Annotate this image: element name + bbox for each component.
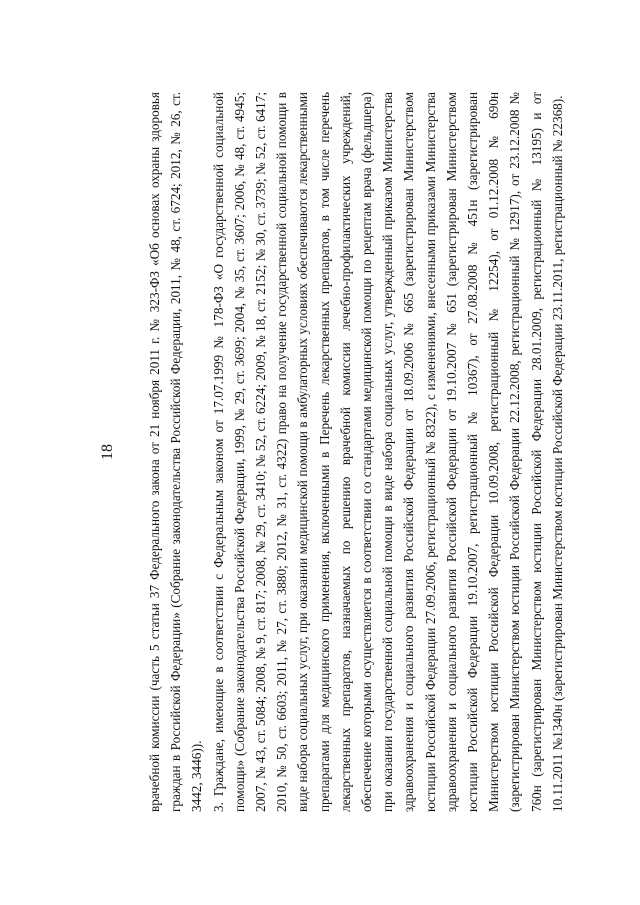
page-number: 18 (99, 444, 116, 460)
body-text (144, 92, 568, 812)
paragraph-continuation: врачебной комиссии (часть 5 статьи 37 Федерального закона от 21 ноября 2011 г. № 323-ФЗ «Об основах охраны здоровья граждан в Российской Федерации» (Собрание законодательства Российской Федерации, 2011, № 48, ст. 6724; 2012, № 26, ст. 3442, 3446)). (147, 92, 205, 812)
paragraph-item-3: 3. Граждане, имеющие в соответствии с Федеральным законом от 17.07.1999 № 178-ФЗ «О государственной социальной помощи» (Собрание законодательства Российской Федерации, 1999, № 29, ст. 3699; 2004, № 35, ст. 3607; 2006, № 48, ст. 4945; 2007, № 43, ст. 5084; 2008, № 9, ст. 817; 2008, № 29, ст. 3410; № 52, ст. 6224; 2009, № 18, ст. 2152; № 30, ст. 3739; № 52, ст. 6417; 2010, № 50, ст. 6603; 2011, № 27, ст. 3880; 2012, № 31, ст. 4322) право на получение государственной социальной помощи в виде набора социальных услуг, при оказании медицинской помощи в амбулаторных условиях обеспечиваются лекарственными препаратами для медицинского применения, включенными в Перечень лекарственных препаратов, в том числе перечень лекарственных препаратов, назначаемых по решению врачебной комиссии лечебно-профилактических учреждений, обеспечение которыми осуществляется в соответствии со стандартами медицинской помощи по рецептам врача (фельдшера) при оказании государственной социальной помощи в виде набора социальных услуг, утвержденный приказом Министерства здравоохранения и социального развития Российской Федерации от 18.09.2006 № 665 (зарегистрирован Министерством юстиции Российской Федерации 27.09.2006, регистрационный № 8322), с изменениями, внесенными приказами Министерства здравоохранения и социального развития Российской Федерации от 19.10.2007 № 651 (зарегистрирован Министерством юстиции Российской Федерации 19.10.2007, регистрационный № 10367), от 27.08.2008 № 451н (зарегистрирован Министерством юстиции Российской Федерации 10.09.2008, регистрационный № 12254), от 01.12.2008 № 690н (зарегистрирован Министерством юстиции Российской Федерации 22.12.2008, регистрационный № 12917), от 23.12.2008 № 760н (зарегистрирован Министерством юстиции Российской Федерации 28.01.2009, регистрационный № 13195) и от 10.11.2011 №1340н (зарегистрирован Министерством юстиции Российской Федерации 23.11.2011, регистрационный № 22368). (210, 92, 565, 812)
rotated-content (98, 92, 586, 812)
